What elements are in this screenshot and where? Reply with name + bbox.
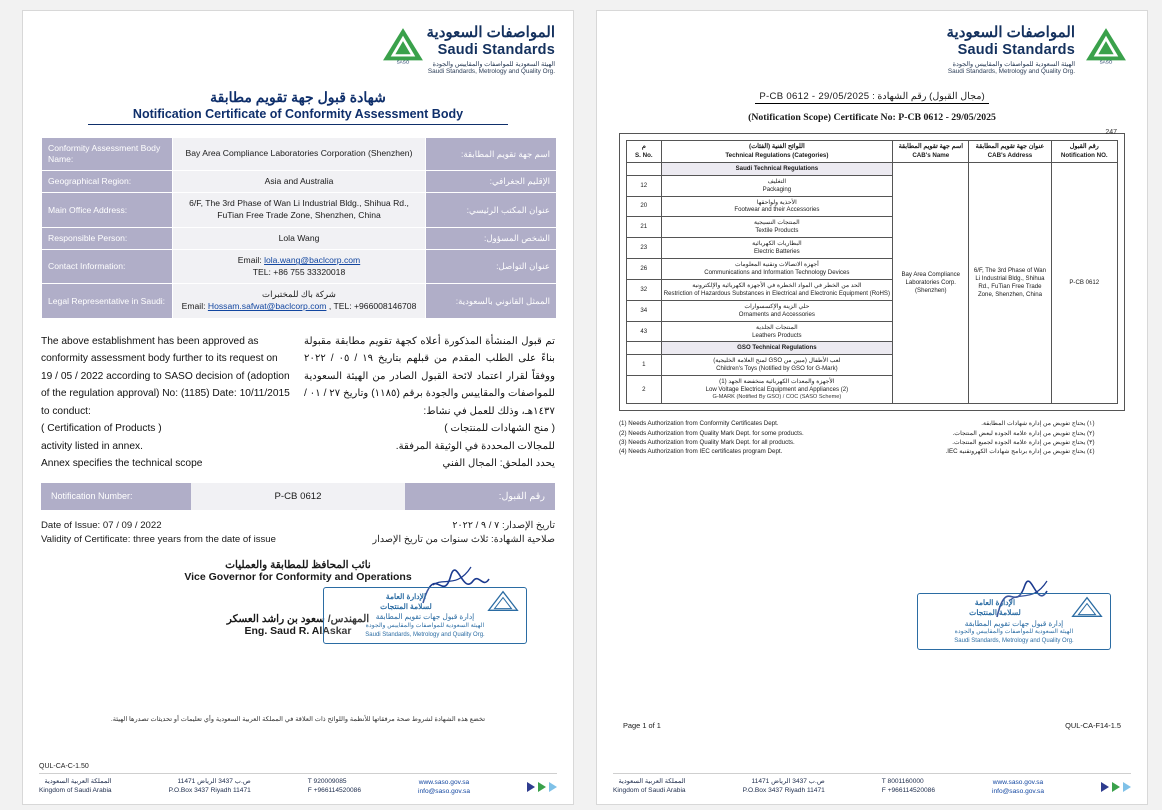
row-sno: 2 bbox=[627, 376, 662, 404]
row-sno: 23 bbox=[627, 238, 662, 259]
footer-fax: F +966114520086 bbox=[307, 786, 362, 794]
notification-label-ar: رقم القبول: bbox=[405, 483, 555, 510]
document-footer-left bbox=[23, 763, 573, 804]
footer-pobox-en: P.O.Box 3437 Riyadh 11471 bbox=[168, 786, 251, 794]
row-sno: 43 bbox=[627, 321, 662, 342]
document-header-left bbox=[23, 11, 573, 79]
row-label-en: Main Office Address: bbox=[42, 193, 173, 227]
footnote-4-ar: (٤) يحتاج تفويض من إدارة برنامج شهادات الكهروتقنية IEC. bbox=[945, 448, 1095, 456]
footnotes-en bbox=[619, 419, 852, 456]
footer-website-link[interactable]: www.saso.gov.sa bbox=[418, 778, 470, 786]
section-title-saudi: Saudi Technical Regulations bbox=[661, 162, 893, 175]
footnote-2-ar: (٢) يحتاج تفويض من إدارة علامة الجودة لبعض المنتجات. bbox=[952, 429, 1095, 437]
signature-block bbox=[23, 559, 573, 637]
title-divider bbox=[88, 124, 508, 125]
row-sno: 26 bbox=[627, 259, 662, 280]
row-label-en: Contact Information: bbox=[42, 250, 173, 284]
saso-logo-icon bbox=[380, 25, 426, 65]
brand-subtitle-en: Saudi Standards, Metrology and Quality Org. bbox=[947, 68, 1075, 76]
row-label-en: Legal Representative in Saudi: bbox=[42, 284, 173, 318]
row-sno: 1 bbox=[627, 355, 662, 376]
row-category: الأجهزة والمعدات الكهربائية منخفضة الجهد (1) Low Voltage Electrical Equipment and Appliances (2) G-MARK (Notified By GSO) / COC (SASO Scheme) bbox=[661, 376, 893, 404]
footer-address bbox=[39, 778, 112, 796]
validity-en: Validity of Certificate: three years from the date of issue bbox=[41, 533, 276, 545]
row-value bbox=[173, 250, 426, 284]
page-indicator: Page 1 of 1 bbox=[623, 721, 661, 730]
footer-fax: F +966114520086 bbox=[881, 786, 936, 794]
row-value bbox=[173, 284, 426, 318]
footer-address-ar: المملكة العربية السعودية bbox=[618, 777, 686, 785]
approval-paragraph-en: The above establishment has been approved as conformity assessment body further to its request on 19 / 05 / 2022 according to SASO decision of (adoption of the regulation approval) No: (1185) Date: 10/11/2015 to conduct: bbox=[41, 335, 290, 417]
stamp-line-3: الهيئة السعودية للمواصفات والمقاييس والجودة bbox=[954, 628, 1074, 636]
row-category: الأحذية ولواحقها Footwear and their Accessories bbox=[661, 196, 893, 217]
brand-name-en: Saudi Standards bbox=[437, 41, 555, 58]
document-header-right bbox=[597, 11, 1147, 79]
header-notification-no: رقم القبول Notification NO. bbox=[1051, 141, 1118, 162]
brand-subtitle-ar: الهيئة السعودية للمواصفات والمقاييس والجودة bbox=[952, 61, 1075, 69]
footer-pobox-ar: ص.ب 3437 الرياض 11471 bbox=[751, 777, 825, 785]
cab-address-value: 6/F, The 3rd Phase of Wan Li Industrial Bldg., Shihua Rd., FuTian Free Trade Zone, Shenzhen, China bbox=[969, 162, 1051, 404]
stamp-line-1b: لسلامة المنتجات bbox=[380, 602, 432, 612]
stamp-line-1b: لسلامة المنتجات bbox=[969, 608, 1021, 618]
footer-website-link[interactable]: www.saso.gov.sa bbox=[992, 778, 1044, 786]
footnote-3-ar: (٣) يحتاج تفويض من إدارة علامة الجودة لجميع المنتجات. bbox=[952, 438, 1095, 446]
footer-tel: T 8001160000 bbox=[881, 777, 924, 785]
row-value: Bay Area Compliance Laboratories Corporation (Shenzhen) bbox=[173, 138, 426, 170]
footnote-1-ar: (١) يحتاج تفويض من إدارة شهادات المطابقة. bbox=[981, 420, 1095, 428]
row-sno: 34 bbox=[627, 300, 662, 321]
sno-blank bbox=[627, 162, 662, 175]
row-label-ar: اسم جهة تقويم المطابقة: bbox=[426, 138, 557, 170]
notification-label-en: Notification Number: bbox=[41, 483, 191, 510]
footer-email-link[interactable]: info@saso.gov.sa bbox=[991, 787, 1045, 795]
footer-email-link[interactable]: info@saso.gov.sa bbox=[417, 787, 471, 795]
row-label-ar: الممثل القانوني بالسعودية: bbox=[426, 284, 557, 318]
document-footer-right bbox=[597, 773, 1147, 804]
row-category: البطاريات الكهربائية Electric Batteries bbox=[661, 238, 893, 259]
footer-phone bbox=[308, 778, 361, 796]
footer-pobox-ar: ص.ب 3437 الرياض 11471 bbox=[177, 777, 251, 785]
brand-triangles-icon bbox=[527, 782, 557, 792]
header-cab-name: اسم جهة تقويم المطابقة CAB's Name bbox=[893, 141, 969, 162]
footer-address-ar: المملكة العربية السعودية bbox=[44, 777, 112, 785]
footer-divider bbox=[613, 773, 1131, 774]
approval-scope-ar: يحدد الملحق: المجال الفني bbox=[442, 458, 555, 470]
row-sno: 21 bbox=[627, 217, 662, 238]
row-category: المنتجات الجلدية Leathers Products bbox=[661, 321, 893, 342]
footnotes-ar bbox=[862, 419, 1095, 456]
svg-text:SASO: SASO bbox=[1099, 59, 1113, 65]
brand-name-ar: المواصفات السعودية bbox=[946, 24, 1075, 41]
stamp-line-4: Saudi Standards, Metrology and Quality Org. bbox=[954, 637, 1074, 644]
certificate-document-right bbox=[596, 10, 1148, 805]
official-stamp-right bbox=[917, 593, 1111, 650]
legal-rep-tel: , TEL: +966008146708 bbox=[326, 301, 417, 311]
cab-info-table bbox=[41, 137, 557, 318]
notification-no-value: P-CB 0612 bbox=[1051, 162, 1118, 404]
approval-activity-ar: ( منح الشهادات للمنتجات ) bbox=[444, 423, 555, 435]
row-label-en: Conformity Assessment Body Name: bbox=[42, 138, 173, 170]
footnote-3-en: (3) Needs Authorization from Quality Mark Dept. for all products. bbox=[619, 438, 795, 446]
brand-subtitle-en: Saudi Standards, Metrology and Quality Org. bbox=[427, 68, 555, 76]
row-label-en: Responsible Person: bbox=[42, 227, 173, 250]
signer-name-ar: المهندس/ سعود بن راشد العسكر bbox=[226, 612, 370, 625]
validity-ar: صلاحية الشهادة: ثلاث سنوات من تاريخ الإصدار bbox=[372, 533, 555, 545]
approval-scope-en: Annex specifies the technical scope bbox=[41, 458, 203, 470]
approval-annex-en: activity listed in annex. bbox=[41, 440, 143, 452]
approval-statement-ar bbox=[304, 333, 555, 473]
certificate-document-left bbox=[22, 10, 574, 805]
notification-number-value: P-CB 0612 bbox=[191, 483, 405, 510]
row-sno: 12 bbox=[627, 175, 662, 196]
form-code-left: QUL-CA-C-1.50 bbox=[39, 762, 89, 770]
approval-statement-en bbox=[41, 333, 290, 473]
footer-web bbox=[418, 778, 470, 796]
row-value: 6/F, The 3rd Phase of Wan Li Industrial Bldg., Shihua Rd., FuTian Free Trade Zone, Shenzhen, China bbox=[173, 193, 426, 227]
page-title-en: Notification Certificate of Conformity Assessment Body bbox=[132, 107, 464, 122]
official-stamp-left bbox=[323, 587, 527, 644]
footer-address-en: Kingdom of Saudi Arabia bbox=[39, 786, 112, 794]
footer-phone bbox=[882, 778, 935, 796]
footer-pobox-en: P.O.Box 3437 Riyadh 11471 bbox=[742, 786, 825, 794]
row-label-ar: عنوان المكتب الرئيسي: bbox=[426, 193, 557, 227]
footnote-4-en: (4) Needs Authorization from IEC certificates program Dept. bbox=[619, 448, 783, 456]
header-categories: اللوائح الفنية (الفئات) Technical Regulations (Categories) bbox=[661, 141, 893, 162]
table-row bbox=[42, 170, 557, 193]
date-of-issue-en: Date of Issue: 07 / 09 / 2022 bbox=[41, 519, 162, 531]
legal-rep-email-link[interactable]: Hossam.safwat@baclcorp.com bbox=[207, 301, 327, 311]
table-row bbox=[42, 227, 557, 250]
approval-statement bbox=[41, 333, 555, 473]
contact-tel: TEL: +86 755 33320018 bbox=[252, 266, 346, 277]
approval-paragraph-ar: تم قبول المنشأة المذكورة أعلاه كجهة تقويم مطابقة مقبولة بناءً على الطلب المقدم من قبلهم بتاريخ ١٩ / ٠٥ / ٢٠٢٢ ووفقاً لقرار اعتماد لائحة القبول الصادر من الهيئة السعودية للمواصفات والمقاييس والجودة برقم (١١٨٥) وتاريخ ٢٧ / ٠١ / ١٤٣٧هـ، وذلك للعمل في نشاط: bbox=[304, 335, 555, 417]
section-title-gso: GSO Technical Regulations bbox=[661, 342, 893, 355]
technical-scope-table bbox=[626, 140, 1118, 404]
row-label-ar: الإقليم الجغرافي: bbox=[426, 170, 557, 193]
row-value: Asia and Australia bbox=[173, 170, 426, 193]
brand-subtitle-ar: الهيئة السعودية للمواصفات والمقاييس والجودة bbox=[432, 61, 555, 69]
stamp-line-2: إدارة قبول جهات تقويم المطابقة bbox=[964, 618, 1064, 628]
saso-logo-icon bbox=[1083, 25, 1129, 65]
row-category: المنتجات النسيجية Textile Products bbox=[661, 217, 893, 238]
footer-pobox bbox=[743, 778, 825, 796]
approval-annex-ar: للمجالات المحددة في الوثيقة المرفقة. bbox=[395, 440, 555, 452]
footer-pobox bbox=[169, 778, 251, 796]
stamp-line-1: الإدارة العامة bbox=[974, 598, 1016, 607]
row-label-en: Geographical Region: bbox=[42, 170, 173, 193]
row-sno: 20 bbox=[627, 196, 662, 217]
table-subheader-row bbox=[627, 162, 1118, 175]
technical-scope-table-wrapper bbox=[619, 133, 1125, 411]
brand-name-ar: المواصفات السعودية bbox=[426, 24, 555, 41]
email-prefix: Email: bbox=[181, 301, 208, 311]
row-value: Lola Wang bbox=[173, 227, 426, 250]
signer-name-en: Eng. Saud R. AlAskar bbox=[244, 624, 352, 637]
certificate-number-ar bbox=[623, 91, 1121, 104]
brand-name-en: Saudi Standards bbox=[957, 41, 1075, 58]
footer-divider bbox=[39, 773, 557, 774]
notification-number-row bbox=[41, 483, 555, 510]
stamp-line-2: إدارة قبول جهات تقويم المطابقة bbox=[375, 612, 475, 622]
row-category: حلي الزينة والإكسسوارات Ornaments and Accessories bbox=[661, 300, 893, 321]
legal-disclaimer: تخضع هذه الشهادة لشروط صحة مرفقاتها للأنظمة واللوائح ذات العلاقة في المملكة العربية السعودية وأي تعليمات أو تحديثات تصدرها الهيئة. bbox=[110, 715, 486, 723]
row-scheme: G-MARK (Notified By GSO) / COC (SASO Scheme) bbox=[712, 394, 842, 401]
cab-name-value: Bay Area Compliance Laboratories Corp.(Shenzhen) bbox=[893, 162, 969, 404]
svg-text:SASO: SASO bbox=[397, 59, 410, 65]
footer-tel: T 920009085 bbox=[307, 777, 347, 785]
certificate-number-ar-text: (مجال القبول) رقم الشهادة : P-CB 0612 - 29/05/2025 bbox=[755, 91, 988, 104]
row-sno: 32 bbox=[627, 279, 662, 300]
legal-rep-ar: شركة باك للمختبرات bbox=[262, 289, 336, 300]
sno-blank bbox=[627, 342, 662, 355]
row-category: أجهزة الاتصالات وتقنية المعلومات Communications and Information Technology Devices bbox=[661, 259, 893, 280]
header-sno: م S. No. bbox=[627, 141, 662, 162]
brand-triangles-icon bbox=[1101, 782, 1131, 792]
certificate-number-en: (Notification Scope) Certificate No: P-CB 0612 - 29/05/2025 bbox=[748, 112, 996, 124]
footnotes bbox=[619, 419, 1125, 456]
table-row bbox=[42, 250, 557, 284]
signer-title-en: Vice Governor for Conformity and Operations bbox=[184, 570, 412, 583]
date-of-issue-ar: تاريخ الإصدار: ٧ / ٩ / ٢٠٢٢ bbox=[452, 519, 555, 531]
header-cab-address: عنوان جهة تقويم المطابقة CAB's Address bbox=[969, 141, 1051, 162]
form-code-right: QUL-CA-F14-1.5 bbox=[1065, 721, 1121, 730]
row-category: لعب الأطفال (مبين من GSO لمنح العلامة الخليجية) Children's Toys (Notified by GSO for G-Mark) bbox=[661, 355, 893, 376]
table-row bbox=[42, 193, 557, 227]
stamp-line-3: الهيئة السعودية للمواصفات والمقاييس والجودة bbox=[365, 622, 485, 630]
page-title-ar: شهادة قبول جهة تقويم مطابقة bbox=[210, 89, 386, 106]
row-label-ar: عنوان التواصل: bbox=[426, 250, 557, 284]
footer-address bbox=[613, 778, 686, 796]
stamp-line-4: Saudi Standards, Metrology and Quality Org. bbox=[365, 631, 485, 638]
footnote-2-en: (2) Needs Authorization from Quality Mark Dept. for some products. bbox=[619, 429, 804, 437]
row-label-ar: الشخص المسؤول: bbox=[426, 227, 557, 250]
row-category: الحد من الخطر في المواد الخطرة في الأجهزة الكهربائية والإلكترونية Restriction of Hazardous Substances in Electrical and Electronic Equipment (RoHS) bbox=[661, 279, 893, 300]
footer-address-en: Kingdom of Saudi Arabia bbox=[613, 786, 686, 794]
contact-email-link[interactable]: lola.wang@baclcorp.com bbox=[264, 255, 361, 266]
footnote-1-en: (1) Needs Authorization from Conformity Certificates Dept. bbox=[619, 420, 779, 428]
table-row bbox=[42, 284, 557, 318]
signer-title-ar: نائب المحافظ للمطابقة والعمليات bbox=[225, 558, 371, 571]
footer-web bbox=[992, 778, 1044, 796]
approval-activity-en: ( Certification of Products ) bbox=[41, 423, 162, 435]
email-prefix: Email: bbox=[237, 255, 265, 266]
validity-row bbox=[41, 534, 555, 545]
stamp-line-1: الإدارة العامة bbox=[385, 591, 427, 601]
issue-date-row bbox=[41, 520, 555, 531]
document-sequence-number: 247 bbox=[1105, 129, 1117, 136]
row-category: التغليف Packaging bbox=[661, 175, 893, 196]
table-row bbox=[42, 138, 557, 170]
